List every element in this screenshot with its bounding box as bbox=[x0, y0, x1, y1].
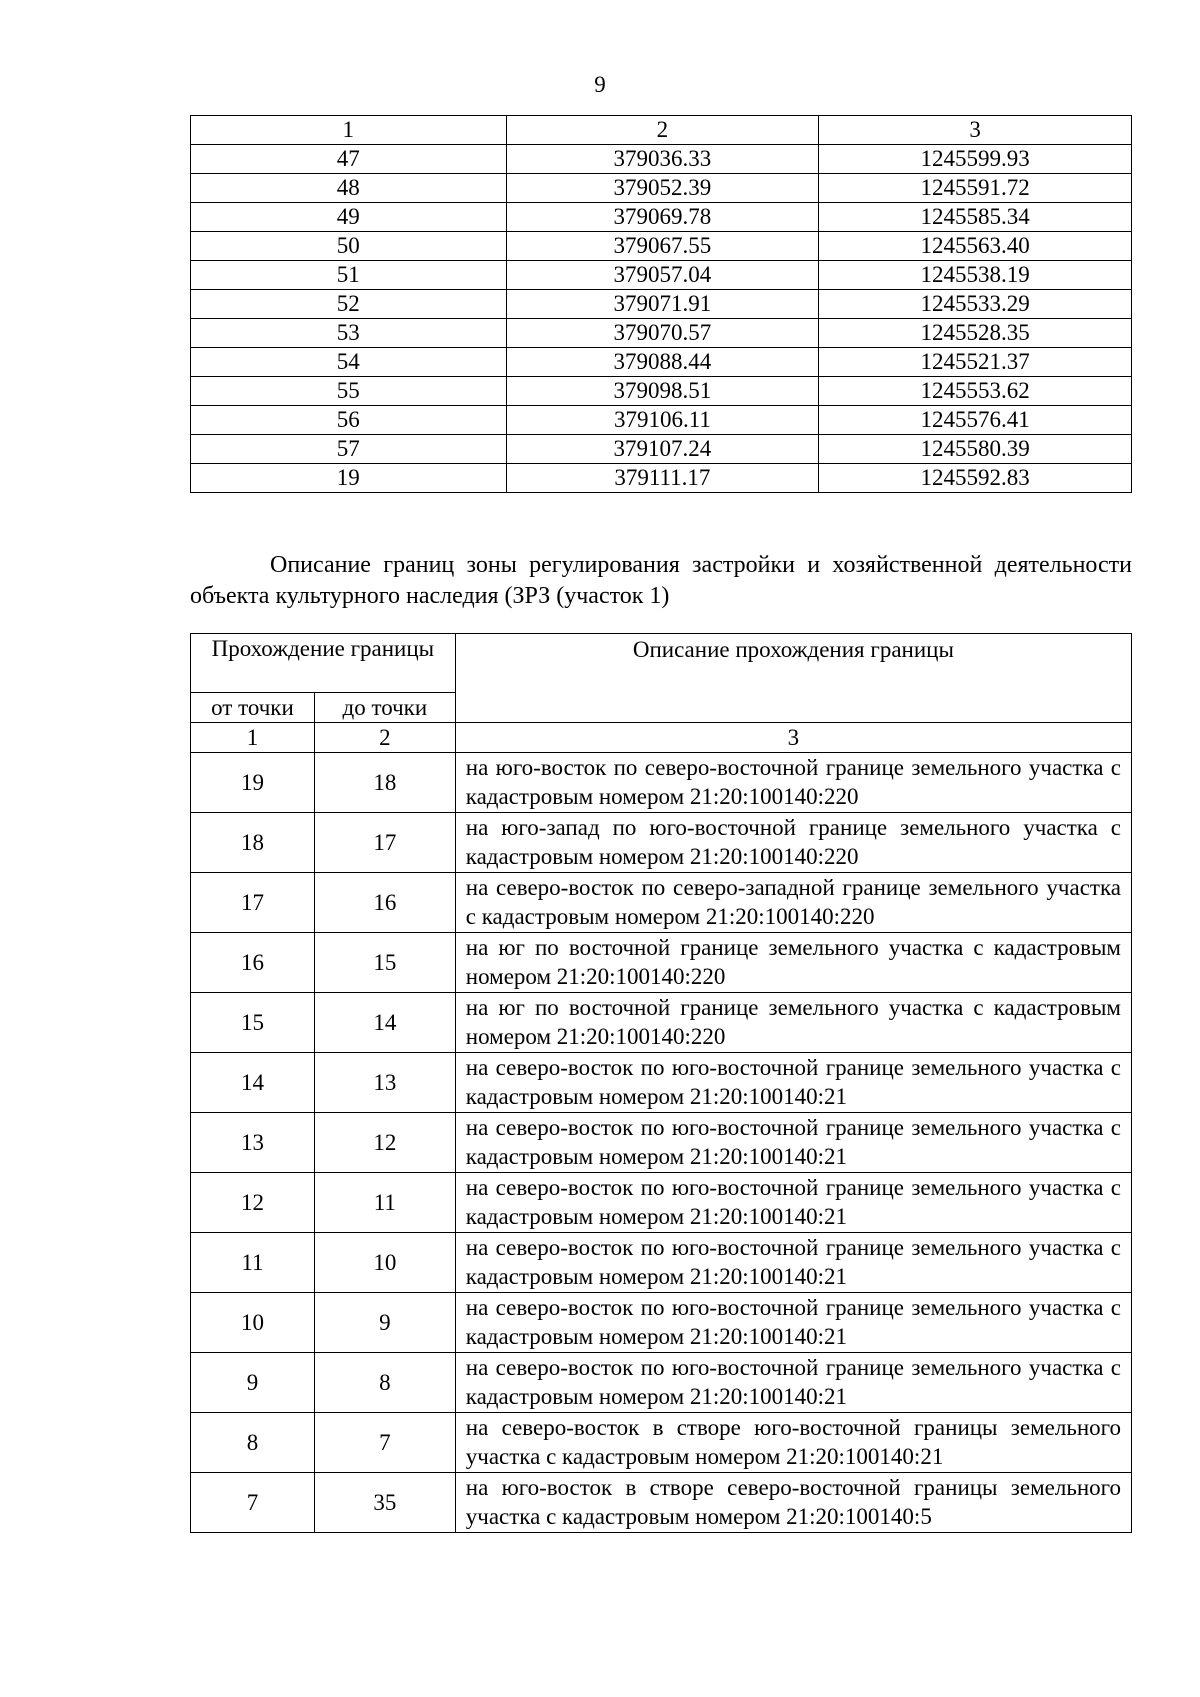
y-coordinate-cell: 1245592.83 bbox=[819, 464, 1132, 493]
y-coordinate-cell: 1245528.35 bbox=[819, 319, 1132, 348]
point-number-cell: 47 bbox=[191, 145, 507, 174]
boundary-segment-row bbox=[191, 813, 1132, 873]
segment-description-cell: на северо-восток по юго-восточной границе земельного участка с кадастровым номером 21:20:100140:21 bbox=[455, 1113, 1131, 1173]
header-boundary-passage: Прохождение границы bbox=[191, 634, 456, 693]
x-coordinate-cell: 379088.44 bbox=[506, 348, 819, 377]
coordinates-row bbox=[191, 203, 1132, 232]
x-coordinate-cell: 379106.11 bbox=[506, 406, 819, 435]
y-coordinate-cell: 1245576.41 bbox=[819, 406, 1132, 435]
to-point-cell: 12 bbox=[314, 1113, 455, 1173]
x-coordinate-cell: 379098.51 bbox=[506, 377, 819, 406]
column-number: 2 bbox=[314, 723, 455, 753]
from-point-cell: 16 bbox=[191, 933, 315, 993]
point-number-cell: 49 bbox=[191, 203, 507, 232]
coordinates-row bbox=[191, 290, 1132, 319]
boundary-description-table bbox=[190, 633, 1132, 1533]
point-number-cell: 54 bbox=[191, 348, 507, 377]
y-coordinate-cell: 1245585.34 bbox=[819, 203, 1132, 232]
to-point-cell: 11 bbox=[314, 1173, 455, 1233]
y-coordinate-cell: 1245580.39 bbox=[819, 435, 1132, 464]
from-point-cell: 10 bbox=[191, 1293, 315, 1353]
boundary-segment-row bbox=[191, 1053, 1132, 1113]
desc-header-row bbox=[191, 634, 1132, 693]
boundary-segment-row bbox=[191, 1233, 1132, 1293]
coordinates-row bbox=[191, 464, 1132, 493]
coordinates-table bbox=[190, 115, 1132, 493]
segment-description-cell: на северо-восток по юго-восточной границе земельного участка с кадастровым номером 21:20:100140:21 bbox=[455, 1293, 1131, 1353]
y-coordinate-cell: 1245563.40 bbox=[819, 232, 1132, 261]
y-coordinate-cell: 1245553.62 bbox=[819, 377, 1132, 406]
to-point-cell: 8 bbox=[314, 1353, 455, 1413]
boundary-segment-row bbox=[191, 1413, 1132, 1473]
to-point-cell: 35 bbox=[314, 1473, 455, 1533]
from-point-cell: 7 bbox=[191, 1473, 315, 1533]
coordinates-row bbox=[191, 377, 1132, 406]
x-coordinate-cell: 379052.39 bbox=[506, 174, 819, 203]
column-number: 1 bbox=[191, 723, 315, 753]
from-point-cell: 14 bbox=[191, 1053, 315, 1113]
x-coordinate-cell: 379067.55 bbox=[506, 232, 819, 261]
coordinates-row bbox=[191, 406, 1132, 435]
segment-description-cell: на юго-восток по северо-восточной границе земельного участка с кадастровым номером 21:20:100140:220 bbox=[455, 753, 1131, 813]
boundary-segment-row bbox=[191, 1293, 1132, 1353]
segment-description-cell: на юго-восток в створе северо-восточной границы земельного участка с кадастровым номером 21:20:100140:5 bbox=[455, 1473, 1131, 1533]
coordinates-header-cell: 2 bbox=[506, 116, 819, 145]
boundary-segment-row bbox=[191, 753, 1132, 813]
y-coordinate-cell: 1245533.29 bbox=[819, 290, 1132, 319]
segment-description-cell: на юго-запад по юго-восточной границе земельного участка с кадастровым номером 21:20:100140:220 bbox=[455, 813, 1131, 873]
to-point-cell: 15 bbox=[314, 933, 455, 993]
segment-description-cell: на северо-восток по юго-восточной границе земельного участка с кадастровым номером 21:20:100140:21 bbox=[455, 1353, 1131, 1413]
page-number: 9 bbox=[594, 72, 606, 97]
to-point-cell: 16 bbox=[314, 873, 455, 933]
point-number-cell: 53 bbox=[191, 319, 507, 348]
point-number-cell: 57 bbox=[191, 435, 507, 464]
boundary-segment-row bbox=[191, 1173, 1132, 1233]
point-number-cell: 56 bbox=[191, 406, 507, 435]
from-point-cell: 19 bbox=[191, 753, 315, 813]
segment-description-cell: на северо-восток по юго-восточной границе земельного участка с кадастровым номером 21:20:100140:21 bbox=[455, 1053, 1131, 1113]
coordinates-row bbox=[191, 145, 1132, 174]
x-coordinate-cell: 379071.91 bbox=[506, 290, 819, 319]
segment-description-cell: на юг по восточной границе земельного участка с кадастровым номером 21:20:100140:220 bbox=[455, 993, 1131, 1053]
boundary-segment-row bbox=[191, 993, 1132, 1053]
point-number-cell: 55 bbox=[191, 377, 507, 406]
y-coordinate-cell: 1245521.37 bbox=[819, 348, 1132, 377]
y-coordinate-cell: 1245591.72 bbox=[819, 174, 1132, 203]
header-boundary-description: Описание прохождения границы bbox=[455, 634, 1131, 723]
to-point-cell: 10 bbox=[314, 1233, 455, 1293]
x-coordinate-cell: 379069.78 bbox=[506, 203, 819, 232]
coordinates-row bbox=[191, 174, 1132, 203]
coordinates-row bbox=[191, 435, 1132, 464]
from-point-cell: 11 bbox=[191, 1233, 315, 1293]
to-point-cell: 13 bbox=[314, 1053, 455, 1113]
boundary-segment-row bbox=[191, 1113, 1132, 1173]
from-point-cell: 15 bbox=[191, 993, 315, 1053]
coordinates-row bbox=[191, 319, 1132, 348]
boundary-segment-row bbox=[191, 933, 1132, 993]
coordinates-header-cell: 3 bbox=[819, 116, 1132, 145]
x-coordinate-cell: 379107.24 bbox=[506, 435, 819, 464]
point-number-cell: 50 bbox=[191, 232, 507, 261]
header-from-point: от точки bbox=[191, 693, 315, 723]
coordinates-row bbox=[191, 348, 1132, 377]
column-number: 3 bbox=[455, 723, 1131, 753]
coordinates-header-row bbox=[191, 116, 1132, 145]
boundary-segment-row bbox=[191, 873, 1132, 933]
y-coordinate-cell: 1245538.19 bbox=[819, 261, 1132, 290]
from-point-cell: 17 bbox=[191, 873, 315, 933]
header-to-point: до точки bbox=[314, 693, 455, 723]
point-number-cell: 52 bbox=[191, 290, 507, 319]
to-point-cell: 9 bbox=[314, 1293, 455, 1353]
coordinates-row bbox=[191, 261, 1132, 290]
segment-description-cell: на северо-восток по юго-восточной границе земельного участка с кадастровым номером 21:20:100140:21 bbox=[455, 1233, 1131, 1293]
zone-description-paragraph: Описание границ зоны регулирования застройки и хозяйственной деятельности объекта культурного наследия (ЗРЗ (участок 1) bbox=[190, 552, 1132, 609]
x-coordinate-cell: 379070.57 bbox=[506, 319, 819, 348]
coordinates-row bbox=[191, 232, 1132, 261]
to-point-cell: 7 bbox=[314, 1413, 455, 1473]
to-point-cell: 14 bbox=[314, 993, 455, 1053]
segment-description-cell: на северо-восток по северо-западной границе земельного участка с кадастровым номером 21:20:100140:220 bbox=[455, 873, 1131, 933]
desc-column-numbers-row bbox=[191, 723, 1132, 753]
segment-description-cell: на северо-восток в створе юго-восточной границы земельного участка с кадастровым номером 21:20:100140:21 bbox=[455, 1413, 1131, 1473]
boundary-segment-row bbox=[191, 1353, 1132, 1413]
to-point-cell: 17 bbox=[314, 813, 455, 873]
segment-description-cell: на юг по восточной границе земельного участка с кадастровым номером 21:20:100140:220 bbox=[455, 933, 1131, 993]
point-number-cell: 48 bbox=[191, 174, 507, 203]
point-number-cell: 19 bbox=[191, 464, 507, 493]
from-point-cell: 8 bbox=[191, 1413, 315, 1473]
to-point-cell: 18 bbox=[314, 753, 455, 813]
y-coordinate-cell: 1245599.93 bbox=[819, 145, 1132, 174]
x-coordinate-cell: 379111.17 bbox=[506, 464, 819, 493]
from-point-cell: 9 bbox=[191, 1353, 315, 1413]
boundary-segment-row bbox=[191, 1473, 1132, 1533]
from-point-cell: 18 bbox=[191, 813, 315, 873]
segment-description-cell: на северо-восток по юго-восточной границе земельного участка с кадастровым номером 21:20:100140:21 bbox=[455, 1173, 1131, 1233]
coordinates-header-cell: 1 bbox=[191, 116, 507, 145]
from-point-cell: 13 bbox=[191, 1113, 315, 1173]
from-point-cell: 12 bbox=[191, 1173, 315, 1233]
x-coordinate-cell: 379057.04 bbox=[506, 261, 819, 290]
x-coordinate-cell: 379036.33 bbox=[506, 145, 819, 174]
point-number-cell: 51 bbox=[191, 261, 507, 290]
